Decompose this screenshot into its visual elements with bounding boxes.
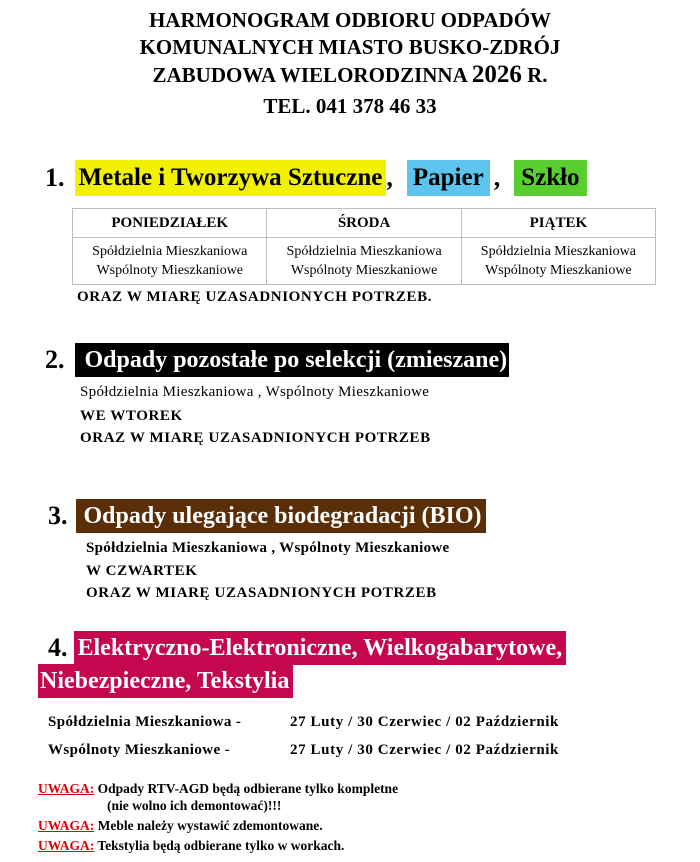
header-year: 2026 [471, 61, 522, 88]
section-2-number: 2. [45, 345, 65, 374]
warning-1 [38, 780, 688, 797]
schedule-row [48, 708, 660, 736]
warning-1-cont: (nie wolno ich demontować)!!! [107, 798, 282, 813]
schedule-entity: Spółdzielnia Mieszkaniowa - [48, 714, 242, 730]
warning-2-text: Meble należy wystawić zdemontowane. [97, 818, 323, 833]
schedule-dates: 27 Luty / 30 Czerwiec / 02 Październik [290, 714, 560, 730]
section-4-schedule [48, 708, 660, 764]
section-1-heading [45, 160, 587, 196]
section-2-heading [45, 343, 509, 377]
section-1-footer: ORAZ W MIARĘ UZASADNIONYCH POTRZEB. [77, 289, 433, 305]
section-4-heading-line-2 [38, 664, 293, 698]
section-3-heading [48, 499, 486, 533]
warning-2 [38, 817, 688, 834]
section-2-line-1: Spółdzielnia Mieszkaniowa , Wspólnoty Mieszkaniowe [80, 384, 430, 400]
header-line-1: HARMONOGRAM ODBIORU ODPADÓW [148, 8, 552, 32]
schedule-entity: Wspólnoty Mieszkaniowe - [48, 742, 231, 758]
days-table [72, 208, 656, 285]
cell-line-2: Wspólnoty Mieszkaniowe [290, 263, 438, 278]
warning-label: UWAGA: [38, 818, 95, 833]
schedule-row [48, 736, 660, 764]
header-line-3 [0, 61, 700, 89]
section-1-number: 1. [45, 163, 65, 192]
section-2-title: Odpady pozostałe po selekcji (zmieszane) [75, 343, 510, 377]
label-szklo: Szkło [514, 160, 586, 196]
section-3-title: Odpady ulegające biodegradacji (BIO) [76, 499, 486, 533]
separator: , [386, 163, 393, 192]
cell-line-2: Wspólnoty Mieszkaniowe [96, 263, 244, 278]
warning-3 [38, 837, 688, 854]
cell-line-2: Wspólnoty Mieszkaniowe [485, 263, 632, 278]
table-header-poniedzialek: PONIEDZIAŁEK [73, 209, 267, 238]
header-line-2: KOMUNALNYCH MIASTO BUSKO-ZDRÓJ [139, 35, 561, 59]
warning-3-text: Tekstylia będą odbierane tylko w workach. [97, 838, 345, 853]
section-4-title-line-1: Elektryczno-Elektroniczne, Wielkogabarytowe, [74, 631, 567, 665]
table-cell [267, 238, 461, 285]
section-3-number: 3. [48, 501, 68, 530]
table-cell [461, 238, 655, 285]
warning-1-text: Odpady RTV-AGD będą odbierane tylko kompletne [97, 781, 399, 796]
warning-label: UWAGA: [38, 781, 95, 796]
separator: , [493, 163, 501, 192]
cell-line-1: Spółdzielnia Mieszkaniowa [92, 244, 248, 259]
header-phone: TEL. 041 378 46 33 [263, 94, 437, 118]
table-header-sroda: ŚRODA [267, 209, 461, 238]
table-header-row [73, 209, 656, 238]
table-header-piatek: PIĄTEK [461, 209, 655, 238]
section-2-line-3: ORAZ W MIARĘ UZASADNIONYCH POTRZEB [80, 430, 431, 446]
section-3-line-3: ORAZ W MIARĘ UZASADNIONYCH POTRZEB [86, 585, 437, 601]
section-3-line-2: W CZWARTEK [86, 563, 198, 579]
warnings [38, 780, 688, 854]
cell-line-1: Spółdzielnia Mieszkaniowa [480, 244, 636, 259]
table-cell [73, 238, 267, 285]
cell-line-1: Spółdzielnia Mieszkaniowa [286, 244, 442, 259]
schedule-dates: 27 Luty / 30 Czerwiec / 02 Październik [290, 742, 560, 758]
table-row [73, 238, 656, 285]
header-year-suffix: R. [521, 63, 548, 87]
section-4-heading [48, 631, 566, 665]
section-4-number: 4. [48, 633, 68, 662]
section-4-title-line-2: Niebezpieczne, Tekstylia [38, 664, 293, 698]
label-papier: Papier [407, 160, 490, 196]
label-metale: Metale i Tworzywa Sztuczne [75, 160, 387, 196]
header-type: ZABUDOWA WIELORODZINNA [152, 63, 472, 87]
section-3-line-1: Spółdzielnia Mieszkaniowa , Wspólnoty Mieszkaniowe [86, 540, 450, 556]
warning-label: UWAGA: [38, 838, 95, 853]
section-2-line-2: WE WTOREK [80, 408, 183, 424]
